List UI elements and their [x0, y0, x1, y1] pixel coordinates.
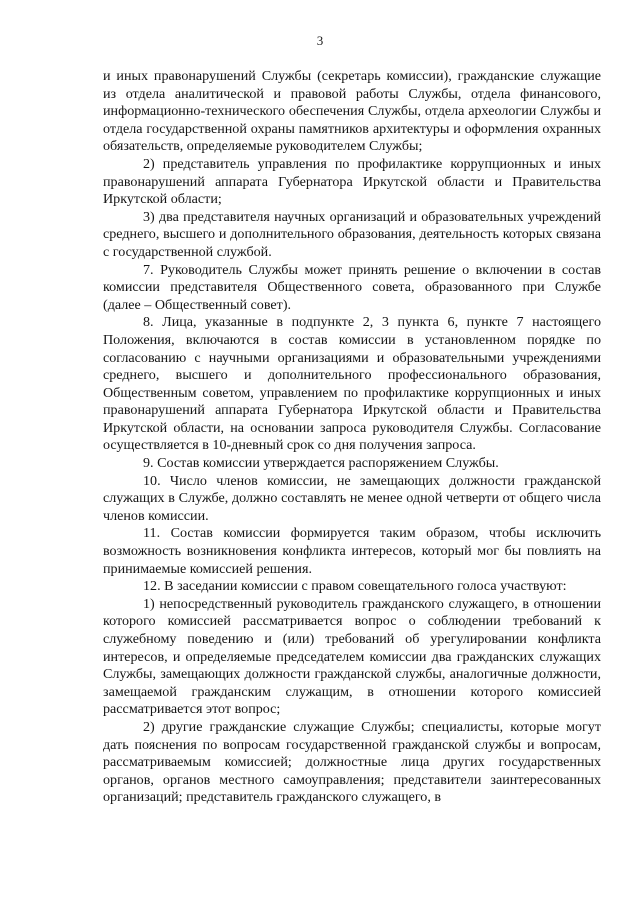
paragraph-continuation: и иных правонарушений Службы (секретарь комиссии), гражданские служащие из отдела аналитической и правовой работы Службы, отдела финансового, информационно-технического обеспечения Службы, отдела археологии Службы и отдела государственной охраны памятников архитектуры и оформления охранных обязательств, определяемые руководителем Службы; [103, 68, 601, 155]
paragraph-clause-12: 12. В заседании комиссии с правом совещательного голоса участвуют: [143, 578, 567, 595]
paragraph-item-12-2: 2) другие гражданские служащие Службы; специалисты, которые могут дать пояснения по вопросам государственной гражданской службы и вопросам, рассматриваемым комиссией; должностные лица других государственных органов, органов местного самоуправления; представители заинтересованных организаций; представитель гражданского служащего, в [103, 718, 601, 806]
paragraph-clause-7: 7. Руководитель Службы может принять решение о включении в состав комиссии представителя Общественного совета, образованного при Службе (далее – Общественный совет). [103, 261, 601, 313]
page-number: 3 [316, 33, 324, 48]
paragraph-clause-10: 10. Число членов комиссии, не замещающих должности гражданской служащих в Службе, должно составлять не менее одной четверти от общего числа членов комиссии. [103, 472, 601, 524]
paragraph-clause-9: 9. Состав комиссии утверждается распоряжением Службы. [143, 455, 499, 472]
paragraph-clause-11: 11. Состав комиссии формируется таким образом, чтобы исключить возможность возникновения конфликта интересов, который мог бы повлиять на принимаемые комиссией решения. [103, 525, 601, 577]
paragraph-item-6-3: 3) два представителя научных организаций и образовательных учреждений среднего, высшего и дополнительного образования, деятельность которых связана с государственной службой. [103, 208, 601, 260]
paragraph-clause-8: 8. Лица, указанные в подпункте 2, 3 пункта 6, пункте 7 настоящего Положения, включаются в состав комиссии в установленном порядке по согласованию с научными организациями и образовательными учреждениями среднего, высшего и дополнительного профессионального образования, Общественным советом, управлением по профилактике коррупционных и иных правонарушений аппарата Губернатора Иркутской области и Правительства Иркутской области, на основании запроса руководителя Службы. Согласование осуществляется в 10-дневный срок со дня получения запроса. [103, 314, 601, 454]
document-body [103, 68, 601, 807]
paragraph-item-12-1: 1) непосредственный руководитель гражданского служащего, в отношении которого комиссией рассматривается вопрос о соблюдении требований к служебному поведению и (или) требований об урегулировании конфликта интересов, и определяемые председателем комиссии два гражданских служащих Службы, замещающих должности гражданской службы, аналогичные должности, замещаемой гражданским служащим, в отношении которого комиссией рассматривается этот вопрос; [103, 595, 601, 718]
paragraph-item-6-2: 2) представитель управления по профилактике коррупционных и иных правонарушений аппарата Губернатора Иркутской области и Правительства Иркутской области; [103, 155, 601, 208]
